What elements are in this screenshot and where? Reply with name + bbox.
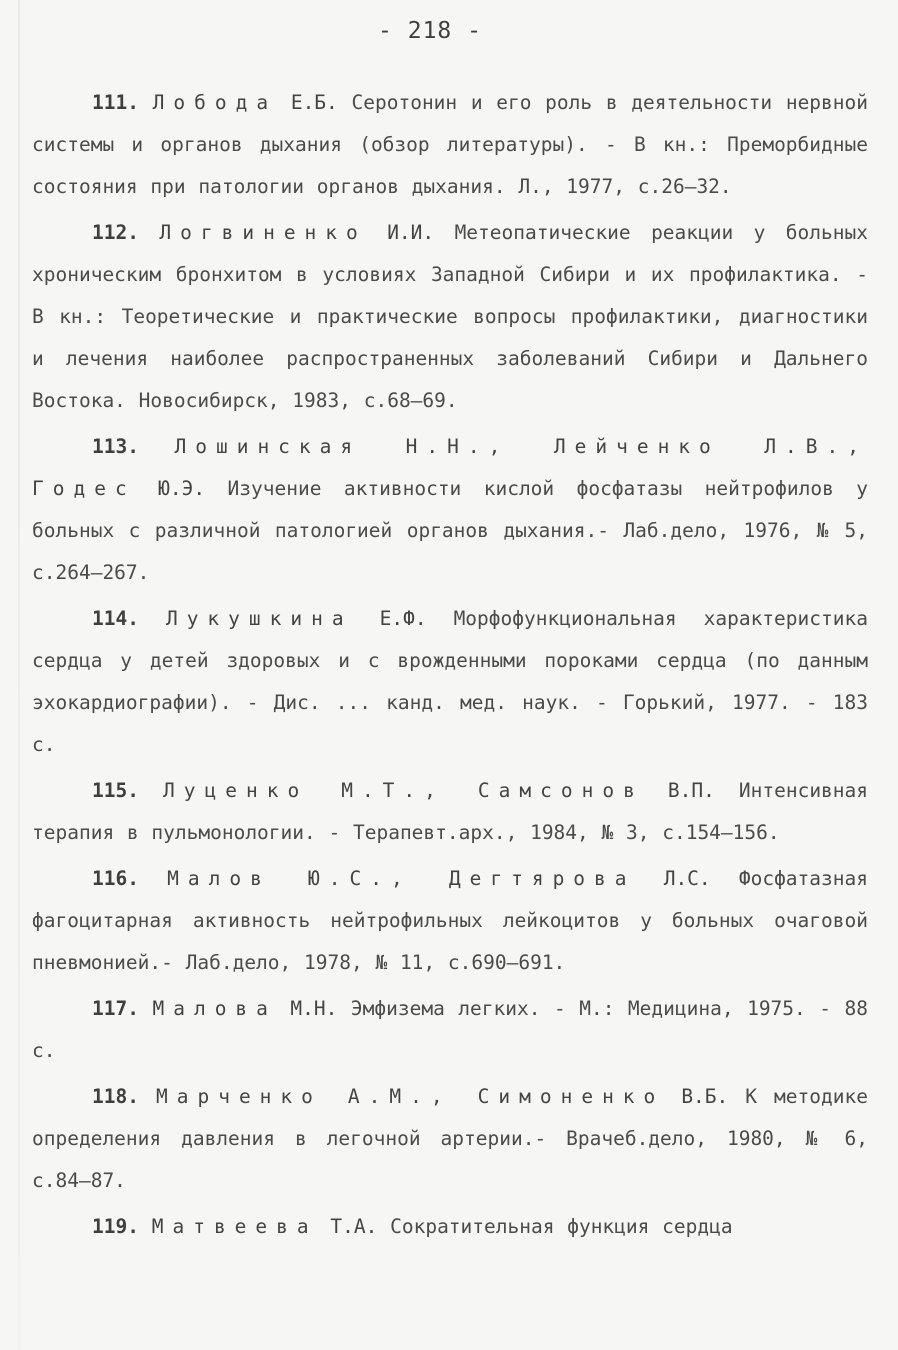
entry-initials: Е.Б. (290, 91, 338, 114)
entry-initials: В.Б. (681, 1085, 729, 1108)
entry-author: Лошинская Н.Н., Лейченко Л.В., Годес (32, 435, 868, 500)
bibliography-entry (32, 1076, 868, 1202)
bibliography-entry (32, 770, 868, 854)
entry-initials: Ю.Э. (158, 477, 206, 500)
entry-initials: Т.А. (330, 1215, 378, 1238)
entry-initials: Л.С. (663, 867, 711, 890)
entry-text: Серотонин и его роль в деятельности нервной системы и органов дыхания (обзор литературы). - В кн.: Преморбидные состояния при патологии органов дыхания. Л., 1977, с.26–32. (32, 91, 869, 198)
bibliography-entry (32, 426, 868, 594)
bibliography-entry (32, 1206, 868, 1248)
entry-author: Луценко М.Т., Самсонов (163, 779, 644, 802)
entry-initials: Е.Ф. (379, 607, 427, 630)
entry-number: 119. (92, 1215, 139, 1238)
entry-text: Метеопатические реакции у больных хроническим бронхитом в условиях Западной Сибири и их профилактика. - В кн.: Теоретические и практические вопросы профилактики, диагностики и лечения наиболее распространенных заболеваний Сибири и Дальнего Востока. Новосибирск, 1983, с.68–69. (32, 221, 868, 412)
entry-author: Лукушкина (165, 607, 353, 630)
entry-author: Марченко А.М., Симоненко (155, 1085, 665, 1108)
entry-number: 111. (92, 91, 139, 114)
entry-number: 115. (92, 779, 139, 802)
page-edge-shadow (18, 0, 20, 1350)
entry-author: Малова (152, 997, 277, 1020)
entry-number: 113. (92, 435, 139, 458)
bibliography-entry (32, 858, 868, 984)
entry-initials: В.П. (667, 779, 715, 802)
entry-number: 118. (92, 1085, 139, 1108)
page-number: - 218 - (378, 18, 482, 44)
entry-text: Эмфизема легких. - М.: Медицина, 1975. - 88 с. (32, 997, 868, 1062)
entry-number: 114. (92, 607, 139, 630)
entry-author: Матвеева (151, 1215, 318, 1238)
entry-author: Лобода (152, 91, 278, 114)
bibliography-entry (32, 212, 868, 422)
entry-number: 116. (92, 867, 139, 890)
entry-author: Логвиненко (159, 221, 367, 244)
entry-text: Сократительная функция сердца (390, 1215, 733, 1238)
bibliography-entry (32, 598, 868, 766)
bibliography-entry (32, 82, 868, 208)
entry-initials: М.Н. (290, 997, 338, 1020)
bibliography-entry (32, 988, 868, 1072)
entry-number: 117. (92, 997, 139, 1020)
entry-text: Интенсивная терапия в пульмонологии. - Терапевт.арх., 1984, № 3, с.154–156. (32, 779, 869, 844)
entry-text: Изучение активности кислой фосфатазы нейтрофилов у больных с различной патологией органов дыхания.- Лаб.дело, 1976, № 5, с.264–267. (32, 477, 868, 584)
entry-text: К методике определения давления в легочной артерии.- Врачеб.дело, 1980, № 6, с.84–87. (32, 1085, 868, 1192)
bibliography-list (32, 82, 868, 1252)
entry-initials: И.И. (387, 221, 435, 244)
entry-text: Фосфатазная фагоцитарная активность нейтрофильных лейкоцитов у больных очаговой пневмонией.- Лаб.дело, 1978, № 11, с.690–691. (32, 867, 868, 974)
entry-number: 112. (92, 221, 139, 244)
entry-text: Морфофункциональная характеристика сердца у детей здоровых и с врожденными пороками сердца (по данным эхокардиографии). - Дис. ... канд. мед. наук. - Горький, 1977. - 183 с. (32, 607, 868, 756)
entry-author: Малов Ю.С., Дегтярова (167, 867, 636, 890)
